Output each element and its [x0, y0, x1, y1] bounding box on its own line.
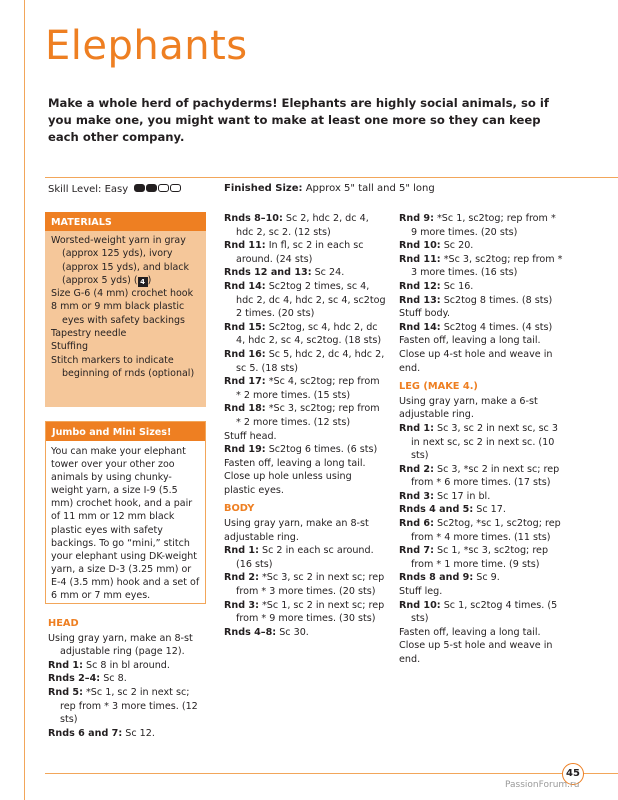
row-text: Sc 12. [125, 727, 155, 739]
row-text: Sc2tog 4 times. (4 sts) [443, 321, 553, 333]
row-label: Rnds 4–8: [224, 626, 277, 638]
pattern-row [224, 544, 386, 571]
head-intro: Using gray yarn, make an 8-st adjustable ring (page 12). [48, 632, 193, 658]
row-text: Sc2tog, sc 4, hdc 2, dc 4, hdc 2, sc 4, sc2tog. (18 sts) [236, 321, 382, 347]
row-text: Sc 24. [314, 267, 345, 279]
row-label: Rnd 9: [399, 213, 434, 224]
row-text: *Sc 3, sc2tog; rep from * 3 more times. (16 sts) [411, 253, 563, 279]
skill-level-pip-1 [134, 184, 145, 192]
pattern-note: Stuff head. [224, 430, 277, 442]
sizes-sidebar-box [45, 421, 206, 604]
row-text: Sc 1, sc2tog 4 times. (5 sts) [411, 599, 558, 625]
row-text: Sc 16. [443, 280, 474, 292]
pattern-row [399, 463, 564, 490]
row-label: Rnd 19: [224, 444, 266, 456]
watermark-text: PassionForum.ru [505, 780, 580, 790]
skill-level-pip-4 [170, 184, 181, 192]
finished-size [224, 182, 435, 196]
row-label: Rnd 1: [48, 659, 83, 671]
pattern-note: Fasten off, leaving a long tail. Close up hole unless using plastic eyes. [224, 457, 366, 496]
row-label: Rnd 3: [399, 490, 434, 502]
materials-yarn-text: Worsted-weight yarn in gray (approx 125 yds), ivory (approx 15 yds), and black (approx 5 yds) [51, 235, 190, 286]
pattern-row [399, 599, 564, 626]
pattern-row [224, 212, 386, 239]
pattern-row [399, 503, 564, 517]
row-text: Sc 3, *sc 2 in next sc; rep from * 6 more times. (17 sts) [411, 463, 560, 489]
pattern-row [224, 626, 386, 640]
pattern-row [399, 212, 564, 239]
row-label: Rnd 18: [224, 403, 266, 415]
skill-level-label: Skill Level: [48, 184, 102, 195]
skill-level-value: Easy [104, 184, 129, 195]
row-label: Rnd 7: [399, 545, 434, 557]
left-margin-rule [24, 0, 25, 800]
materials-list [45, 231, 206, 383]
materials-yarn: Worsted-weight yarn in gray (approx 125 yds), ivory (approx 15 yds), and black (approx 5 yds) ( 4 ) [51, 235, 190, 286]
pattern-row [224, 375, 386, 402]
sizes-heading: Jumbo and Mini Sizes! [46, 422, 205, 441]
finished-size-value: Approx 5" tall and 5" long [305, 183, 435, 194]
materials-heading: MATERIALS [45, 212, 206, 231]
row-text: In fl, sc 2 in each sc around. (24 sts) [236, 240, 364, 265]
row-text: Sc2tog 8 times. (8 sts) [443, 294, 553, 306]
finished-size-label: Finished Size: [224, 183, 303, 194]
row-label: Rnd 5: [48, 686, 83, 698]
row-label: Rnd 16: [224, 348, 266, 360]
row-label: Rnd 14: [399, 321, 441, 333]
pattern-row [48, 727, 208, 741]
skill-level-meter [134, 182, 182, 196]
leg-intro: Using gray yarn, make a 6-st adjustable ring. [399, 395, 538, 421]
pattern-note: Fasten off, leaving a long tail. Close up 4-st hole and weave in end. [399, 335, 553, 374]
body-heading: BODY [224, 503, 255, 515]
pattern-row [399, 422, 564, 463]
row-text: *Sc 1, sc 2 in next sc; rep from * 3 more times. (12 sts) [60, 686, 198, 726]
footer-rule [45, 773, 618, 774]
row-text: *Sc 1, sc2tog; rep from * 9 more times. (20 sts) [411, 213, 556, 238]
row-label: Rnd 3: [224, 599, 259, 611]
row-label: Rnd 13: [399, 294, 441, 306]
row-label: Rnd 11: [224, 240, 266, 252]
row-text: Sc 17. [476, 504, 506, 516]
pattern-row [224, 280, 386, 321]
section-divider [45, 177, 618, 178]
row-text: Sc2tog, *sc 1, sc2tog; rep from * 4 more times. (11 sts) [411, 518, 561, 543]
pattern-row [399, 571, 564, 585]
pattern-row [224, 599, 386, 626]
skill-level-pip-3 [158, 184, 169, 192]
intro-paragraph: Make a whole herd of pachyderms! Elephants are highly social animals, so if you make one, you might want to make at least one more so they can keep each other company. [48, 96, 549, 144]
row-text: Sc 8 in bl around. [86, 659, 170, 671]
materials-item: 8 mm or 9 mm black plastic eyes with safety backings [51, 301, 185, 326]
skill-level-pip-2 [146, 184, 157, 192]
row-text: *Sc 3, sc2tog; rep from * 2 more times. (12 sts) [236, 403, 380, 428]
pattern-row [224, 443, 386, 457]
row-label: Rnd 12: [399, 280, 441, 292]
row-label: Rnd 2: [399, 463, 434, 475]
pattern-row [224, 402, 386, 429]
pattern-row [224, 266, 386, 280]
pattern-row [224, 321, 386, 348]
row-label: Rnds 8 and 9: [399, 572, 474, 584]
materials-item: Stuffing [51, 341, 89, 353]
row-text: Sc 5, hdc 2, dc 4, hdc 2, sc 5. (18 sts) [236, 348, 385, 374]
pattern-note: Fasten off, leaving a long tail. Close up 5-st hole and weave in end. [399, 626, 553, 665]
row-text: Sc 2 in each sc around. (16 sts) [236, 545, 374, 570]
pattern-row [224, 239, 386, 266]
row-text: *Sc 4, sc2tog; rep from * 2 more times. (15 sts) [236, 376, 380, 401]
head-heading: HEAD [48, 618, 79, 629]
row-text: Sc 1, *sc 3, sc2tog; rep from * 1 more time. (9 sts) [411, 545, 549, 570]
pattern-row [399, 490, 564, 504]
pattern-note: Stuff leg. [399, 586, 443, 598]
body-intro: Using gray yarn, make an 8-st adjustable ring. [224, 518, 369, 543]
row-label: Rnd 17: [224, 376, 266, 388]
row-label: Rnds 4 and 5: [399, 504, 474, 516]
row-label: Rnd 1: [224, 545, 259, 557]
leg-heading: LEG (MAKE 4.) [399, 381, 478, 393]
pattern-row [399, 294, 564, 308]
row-label: Rnd 15: [224, 321, 266, 333]
row-label: Rnds 8–10: [224, 213, 283, 224]
pattern-row [48, 686, 208, 727]
row-text: Sc 17 in bl. [437, 490, 491, 502]
row-label: Rnds 2–4: [48, 673, 101, 685]
row-label: Rnd 10: [399, 599, 441, 611]
row-text: Sc 3, sc 2 in next sc, sc 3 in next sc, sc 2 in next sc. (10 sts) [411, 422, 558, 462]
row-text: Sc 20. [443, 240, 474, 252]
pattern-row [399, 544, 564, 571]
materials-box [45, 212, 206, 407]
row-label: Rnd 14: [224, 280, 266, 292]
row-label: Rnd 1: [399, 422, 434, 434]
skill-level [48, 182, 182, 197]
column-3 [399, 212, 564, 667]
pattern-row [224, 571, 386, 598]
pattern-row [399, 280, 564, 294]
pattern-row [399, 239, 564, 253]
materials-item: Stitch markers to indicate beginning of rnds (optional) [51, 354, 195, 379]
row-label: Rnd 11: [399, 253, 441, 265]
materials-item: Size G-6 (4 mm) crochet hook [51, 288, 194, 300]
row-text: Sc2tog 2 times, sc 4, hdc 2, dc 4, hdc 2, sc 4, sc2tog 2 times. (20 sts) [236, 280, 386, 320]
head-section [48, 612, 208, 740]
row-text: Sc 9. [476, 572, 500, 584]
pattern-row [399, 517, 564, 544]
row-text: Sc 30. [279, 626, 309, 638]
page-title: Elephants [45, 23, 248, 69]
pattern-row [399, 253, 564, 280]
pattern-note: Stuff body. [399, 308, 450, 320]
page-number: 45 [562, 763, 584, 785]
yarn-weight-icon: 4 [138, 277, 148, 287]
row-label: Rnd 6: [399, 518, 434, 530]
pattern-row [399, 321, 564, 335]
column-2 [224, 212, 386, 639]
sizes-body: You can make your elephant tower over your other zoo animals by using chunky-weight yarn, a size I-9 (5.5 mm) crochet hook, and a pair of 11 mm or 12 mm black plastic eyes with safety backings. To go “mini,” stitch your elephant using DK-weight yarn, a size D-3 (3.25 mm) or E-4 (3.5 mm) hook and a set of 6 mm or 7 mm eyes. [51, 446, 200, 602]
row-text: Sc 8. [103, 673, 127, 685]
row-label: Rnds 6 and 7: [48, 727, 123, 739]
row-text: *Sc 1, sc 2 in next sc; rep from * 9 more times. (30 sts) [236, 599, 385, 625]
pattern-row [48, 659, 208, 673]
row-text: Sc 2, hdc 2, dc 4, hdc 2, sc 2. (12 sts) [236, 213, 369, 238]
row-label: Rnd 10: [399, 240, 441, 252]
materials-item: Tapestry needle [51, 328, 127, 340]
row-label: Rnd 2: [224, 572, 259, 584]
row-label: Rnds 12 and 13: [224, 267, 312, 279]
pattern-row [48, 672, 208, 686]
pattern-row [224, 348, 386, 375]
row-text: Sc2tog 6 times. (6 sts) [268, 444, 378, 456]
row-text: *Sc 3, sc 2 in next sc; rep from * 3 more times. (20 sts) [236, 572, 385, 598]
